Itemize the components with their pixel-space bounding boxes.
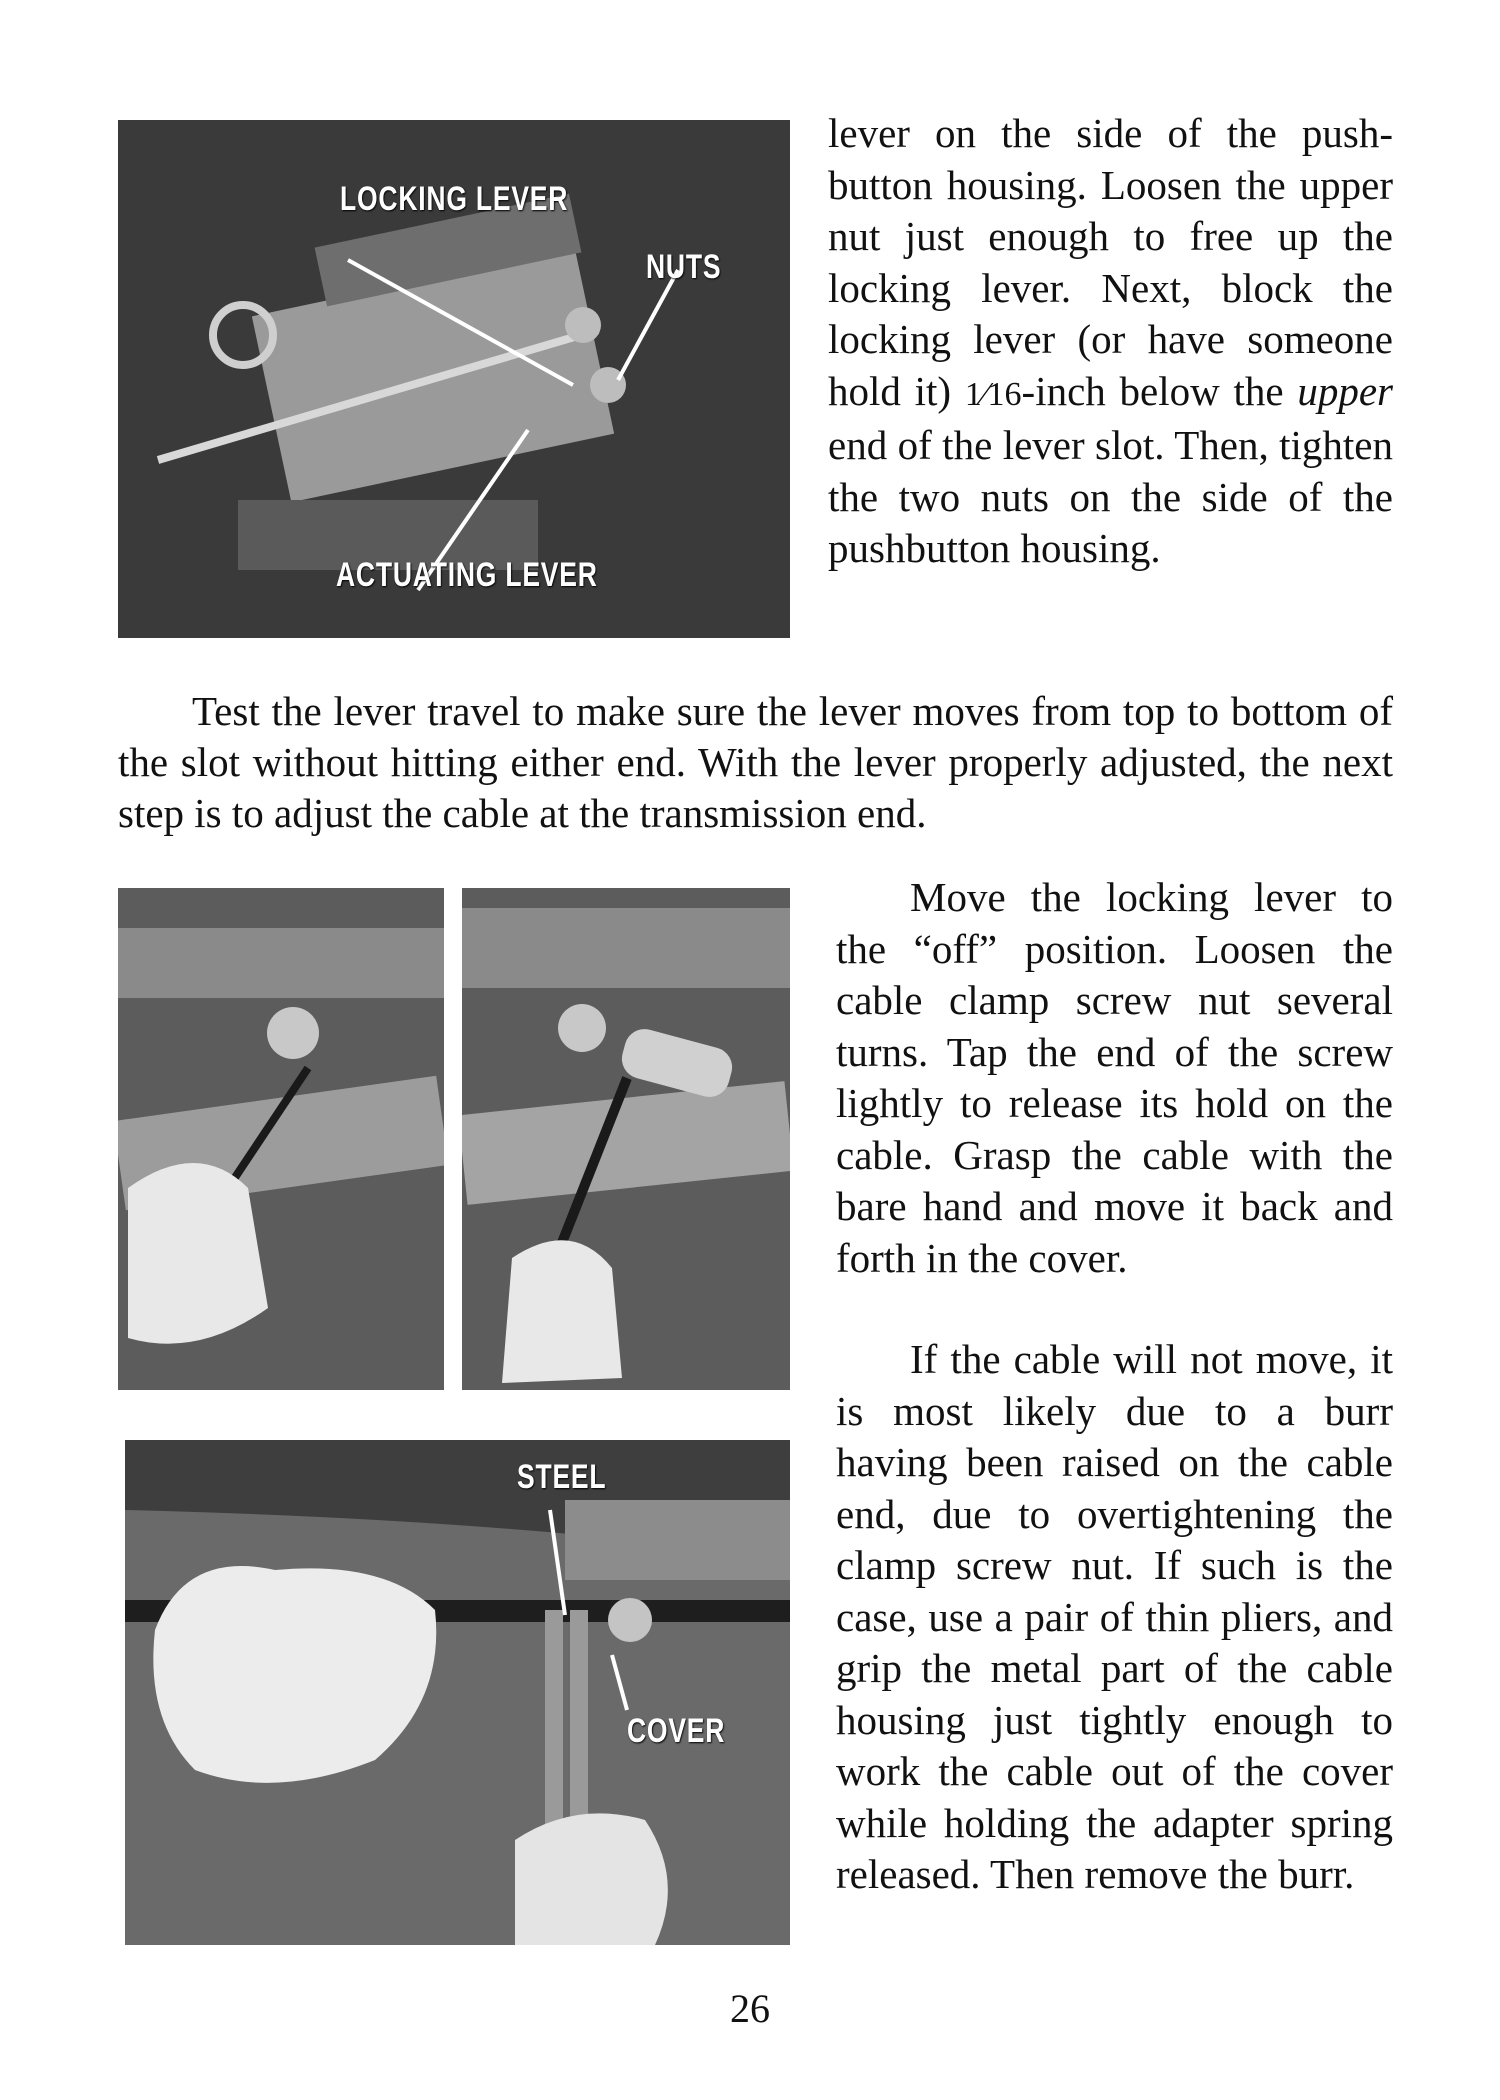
label-nuts: NUTS [646,248,722,286]
emphasis-upper: upper [1297,367,1394,414]
para1-text-a: lever on the side of the push-button housing. Loosen the upper nut just enough to free up the locking lever. Next, block the locking lever (or have someone hold it) [828,110,1393,414]
label-actuating-lever: ACTUATING LEVER [336,556,598,594]
paragraph-2 [118,686,1393,839]
para3-text: Move the locking lever to the “off” position. Loosen the cable clamp screw nut several turns. Tap the end of the screw lightly to release its hold on the cable. Grasp the cable with the bare hand and move it back and forth in the cover. [836,874,1393,1281]
label-locking-lever: LOCKING LEVER [340,180,569,218]
photo-locking-lever [118,120,790,638]
photo-cable-clamp-right [462,888,790,1390]
photo-steel-cover [125,1440,790,1945]
para4-text: If the cable will not move, it is most likely due to a burr having been raised on the cable end, due to overtightening the clamp screw nut. If such is the case, use a pair of thin pliers, and grip the metal part of the cable housing just tightly enough to work the cable out of the cover while holding the adapter spring released. Then remove the burr. [836,1336,1393,1897]
para1-text-c: end of the lever slot. Then, tighten the two nuts on the side of the pushbutton housing. [828,422,1393,571]
paragraph-4 [836,1334,1393,1901]
fraction: 1⁄16 [964,375,1022,413]
label-steel: STEEL [517,1458,607,1496]
paragraph-1 [828,108,1393,575]
clamp-right-drawing [462,888,790,1390]
photo-divider [444,888,462,1390]
clamp-left-drawing [118,888,444,1390]
para1-text-b: -inch below the [1021,367,1298,414]
para2-text: Test the lever travel to make sure the lever moves from top to bottom of the slot without hitting either end. With the lever properly adjusted, the next step is to adjust the cable at the transmission end. [118,688,1393,836]
page-number: 26 [730,1986,770,2031]
label-cover: COVER [627,1712,726,1750]
steel-cover-drawing [125,1440,790,1945]
photo-cable-clamp-left [118,888,444,1390]
paragraph-3 [836,872,1393,1284]
